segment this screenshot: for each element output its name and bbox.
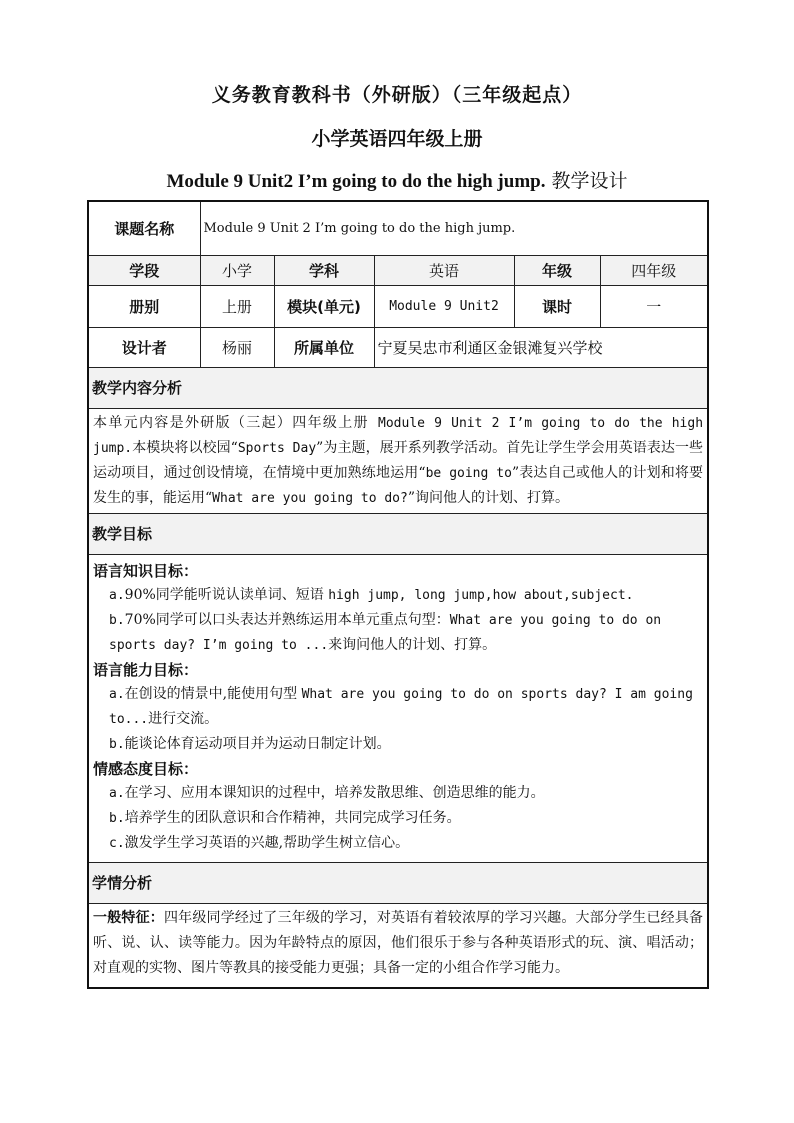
subject-label: 学科: [274, 255, 374, 285]
period-value: 一: [600, 285, 708, 327]
kb-text-end: 来询问他人的计划、打算。: [328, 636, 497, 653]
aa-text: 在创设的情景中,能使用句型: [124, 685, 302, 702]
module-label: 模块(单元): [274, 285, 374, 327]
ka-words: high jump, long jump,how about,subject.: [328, 587, 634, 603]
objectives-content: [88, 554, 708, 862]
aa-sentence: What are you going to do on sports day? I am going to...: [109, 686, 693, 727]
ca-part-6: be going to: [425, 465, 512, 481]
ka-marker: a.: [109, 587, 125, 603]
content-analysis-text: [88, 408, 708, 513]
learner-analysis-body: 四年级同学经过了三年级的学习，对英语有着较浓厚的学习兴趣。大部分学生已经具备听、说、认、读等能力。因为年龄特点的原因，他们很乐于参与各种英语形式的玩、演、唱活动；对直观的实物、图片等教具的接受能力更强；具备一定的小组合作学习能力。: [93, 909, 704, 976]
grade-label: 年级: [514, 255, 600, 285]
row-content-analysis-body: [88, 408, 708, 513]
topic-value: Module 9 Unit 2 I’m going to do the high jump.: [200, 201, 708, 255]
volume-value: 上册: [200, 285, 274, 327]
ca-part-7: ”表达自己或他人的计划和将要发生的事，能运用“: [93, 464, 704, 506]
row-topic: [88, 201, 708, 255]
ca-part-8: What are you going to do?: [212, 490, 408, 506]
row-objectives-heading: [88, 513, 708, 554]
row-content-analysis-heading: [88, 367, 708, 408]
objectives-heading: 教学目标: [88, 513, 708, 554]
row-learner-analysis-body: [88, 903, 708, 988]
content-analysis-heading: 教学内容分析: [88, 367, 708, 408]
ca-part-5: ”为主题，展开系列教学活动。首先让学生学会用英语表达一些运动项目，通过创设情境，在情境中更加熟练地运用“: [93, 439, 704, 481]
knowledge-objective-a: [93, 583, 703, 608]
ca-part-2: Module 9 Unit 2 I’m going to do the high jump.: [93, 415, 704, 456]
stage-label: 学段: [88, 255, 200, 285]
emotion-objective-c: [93, 831, 703, 856]
volume-label: 册别: [88, 285, 200, 327]
row-designer: [88, 327, 708, 367]
title-line-3-english: Module 9 Unit2 I’m going to do the high jump.: [166, 171, 546, 192]
title-line-2: 小学英语四年级上册: [311, 128, 483, 150]
ab-text: 能谈论体育运动项目并为运动日制定计划。: [124, 735, 391, 752]
emotion-objective-b: [93, 806, 703, 831]
kb-sentence: What are you going to do on sports day? I’m going to ...: [109, 612, 662, 653]
row-stage: [88, 255, 708, 285]
kb-marker: b.: [109, 612, 125, 628]
ec-marker: c.: [109, 835, 125, 851]
ca-part-3: 本模块将以校园“: [132, 439, 238, 456]
learner-analysis-label: 一般特征：: [93, 909, 164, 926]
title-line-3: [0, 166, 794, 196]
designer-label: 设计者: [88, 327, 200, 367]
kb-text: 70%同学可以口头表达并熟练运用本单元重点句型：: [124, 611, 450, 628]
eb-text: 培养学生的团队意识和合作精神，共同完成学习任务。: [124, 809, 461, 826]
unit-value: 宁夏吴忠市利通区金银滩复兴学校: [374, 327, 708, 367]
aa-text-end: 进行交流。: [148, 710, 219, 727]
eb-marker: b.: [109, 810, 125, 826]
lesson-plan-table: [87, 200, 709, 989]
knowledge-objectives-title: 语言知识目标：: [93, 561, 199, 580]
ability-objective-a: [93, 682, 703, 732]
ca-part-1: 本单元内容是外研版（三起）四年级上册: [93, 414, 369, 431]
designer-value: 杨丽: [200, 327, 274, 367]
period-label: 课时: [514, 285, 600, 327]
grade-value: 四年级: [600, 255, 708, 285]
subject-value: 英语: [374, 255, 514, 285]
knowledge-objective-b: [93, 608, 703, 658]
ea-marker: a.: [109, 785, 125, 801]
learner-analysis-heading: 学情分析: [88, 862, 708, 903]
emotion-objectives-title: 情感态度目标：: [93, 759, 199, 778]
title-line-3-chinese: 教学设计: [545, 170, 628, 192]
module-value: Module 9 Unit2: [374, 285, 514, 327]
ec-text: 激发学生学习英语的兴趣,帮助学生树立信心。: [124, 834, 410, 851]
title-line-1: 义务教育教科书（外研版）（三年级起点）: [211, 84, 583, 106]
row-objectives-body: [88, 554, 708, 862]
row-volume: [88, 285, 708, 327]
unit-label: 所属单位: [274, 327, 374, 367]
ca-part-4: Sports Day: [237, 440, 317, 456]
ca-part-9: ”询问他人的计划、打算。: [407, 489, 570, 506]
topic-label: 课题名称: [88, 201, 200, 255]
ka-text: 90%同学能听说认读单词、短语: [124, 586, 329, 603]
ea-text: 在学习、应用本课知识的过程中，培养发散思维、创造思维的能力。: [124, 784, 545, 801]
ab-marker: b.: [109, 736, 125, 752]
learner-analysis-text: [88, 903, 708, 988]
document-header: [0, 80, 794, 196]
row-learner-analysis-heading: [88, 862, 708, 903]
stage-value: 小学: [200, 255, 274, 285]
ability-objective-b: [93, 732, 703, 757]
ability-objectives-title: 语言能力目标：: [93, 660, 199, 679]
emotion-objective-a: [93, 781, 703, 806]
aa-marker: a.: [109, 686, 125, 702]
